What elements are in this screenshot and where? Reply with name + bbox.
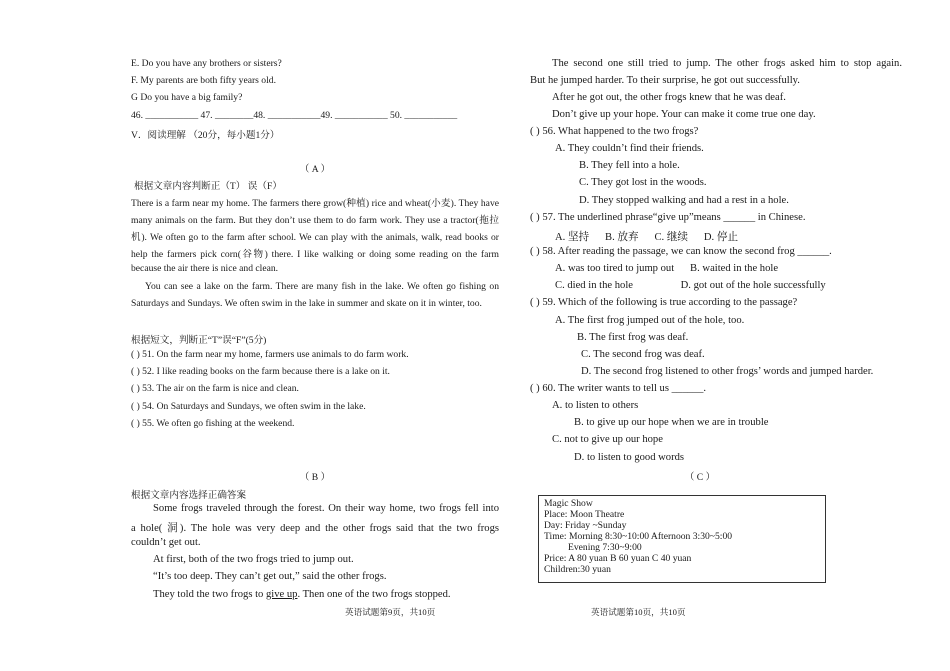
passage-a-line: There is a farm near my home. The farmers there grow(种植) rice and wheat(小麦). They have bbox=[131, 198, 499, 209]
notice-price: Price: A 80 yuan B 60 yuan C 40 yuan bbox=[544, 553, 692, 564]
notice-time: Time: Morning 8:30~10:00 Afternoon 3:30~5:00 bbox=[544, 531, 733, 542]
notice-place: Place: Moon Theatre bbox=[544, 509, 625, 520]
notice-day: Day: Friday ~Sunday bbox=[544, 520, 627, 531]
q56-option-d: D. They stopped walking and had a rest in a hole. bbox=[579, 195, 789, 206]
passage-b-line: a hole( 洞). The hole was very deep and the other frogs said that the two frogs bbox=[131, 523, 499, 534]
question-56: ( ) 56. What happened to the two frogs? bbox=[530, 126, 699, 137]
tf-question-51: ( ) 51. On the farm near my home, farmers use animals to do farm work. bbox=[131, 349, 409, 360]
q57-options: A. 坚持 B. 放弃 C. 继续 D. 停止 bbox=[555, 232, 739, 243]
answer-blanks: 46. ___________ 47. ________48. ___________49. ___________ 50. ___________ bbox=[131, 110, 458, 121]
q59-option-b: B. The first frog was deaf. bbox=[577, 332, 689, 343]
passage-a-label: （ A ） bbox=[299, 164, 331, 175]
tf-question-53: ( ) 53. The air on the farm is nice and clean. bbox=[131, 383, 299, 394]
q59-option-c: C. The second frog was deaf. bbox=[581, 349, 705, 360]
passage-b-line-start: They told the two frogs to bbox=[153, 589, 266, 600]
q56-option-a: A. They couldn’t find their friends. bbox=[555, 143, 704, 154]
notice-title: Magic Show bbox=[544, 498, 593, 509]
option-f: F. My parents are both fifty years old. bbox=[131, 75, 276, 86]
q60-option-c: C. not to give up our hope bbox=[552, 434, 663, 445]
tf-question-55: ( ) 55. We often go fishing at the weekend. bbox=[131, 418, 295, 429]
q56-option-c: C. They got lost in the woods. bbox=[579, 177, 707, 188]
passage-a-line: because the air there is nice and clean. bbox=[131, 263, 279, 274]
story-line: After he got out, the other frogs knew that he was deaf. bbox=[552, 92, 786, 103]
passage-a-line: Saturdays and Sundays. We often swim in the lake in summer and skate on it in winter, too. bbox=[131, 298, 482, 309]
passage-c-label: （ C ） bbox=[684, 472, 716, 483]
passage-b-line: “It’s too deep. They can’t get out,” said the other frogs. bbox=[153, 571, 387, 582]
story-line: The second one still tried to jump. The other frogs asked him to stop again. bbox=[552, 58, 902, 69]
passage-b-last-line bbox=[153, 589, 451, 600]
q60-option-b: B. to give up our hope when we are in trouble bbox=[574, 417, 769, 428]
passage-b-instruction: 根据文章内容选择正确答案 bbox=[131, 490, 247, 501]
passage-a-instruction: 根据文章内容判断正（T） 误（F） bbox=[134, 181, 282, 192]
notice-evening: Evening 7:30~9:00 bbox=[568, 542, 642, 553]
passage-b-line-tail: . Then one of the two frogs stopped. bbox=[297, 589, 451, 600]
question-59: ( ) 59. Which of the following is true according to the passage? bbox=[530, 297, 798, 308]
passage-b-line: Some frogs traveled through the forest. On their way home, two frogs fell into bbox=[153, 503, 499, 514]
q56-option-b: B. They fell into a hole. bbox=[579, 160, 680, 171]
passage-a-line: You can see a lake on the farm. There are many fish in the lake. We often go fishing on bbox=[145, 281, 499, 292]
passage-a-line: 机). We often go to the farm after school. We can play with the animals, walk, read books or bbox=[131, 232, 499, 243]
q60-option-a: A. to listen to others bbox=[552, 400, 639, 411]
question-60: ( ) 60. The writer wants to tell us ______. bbox=[530, 383, 707, 394]
magic-show-notice bbox=[538, 495, 826, 583]
q59-option-d: D. The second frog listened to other frogs’ words and jumped harder. bbox=[581, 366, 874, 377]
story-line: But he jumped harder. To their surprise, he got out successfully. bbox=[530, 75, 800, 86]
q58-options-cd: C. died in the hole D. got out of the hole successfully bbox=[555, 280, 826, 291]
page-footer-9: 英语试题第9页，共10页 bbox=[345, 607, 436, 617]
tf-question-52: ( ) 52. I like reading books on the farm because there is a lake on it. bbox=[131, 366, 390, 377]
option-g: G Do you have a big family? bbox=[131, 92, 243, 103]
underlined-phrase: give up bbox=[265, 589, 298, 600]
q58-options-ab: A. was too tired to jump out B. waited in the hole bbox=[555, 263, 779, 274]
tf-instruction: 根据短文，判断正“T”误“F”(5分) bbox=[131, 335, 267, 346]
story-line: Don’t give up your hope. Your can make it come true one day. bbox=[552, 109, 816, 120]
passage-b-line: couldn’t get out. bbox=[131, 537, 201, 548]
passage-b-line: At first, both of the two frogs tried to jump out. bbox=[153, 554, 354, 565]
q59-option-a: A. The first frog jumped out of the hole, too. bbox=[555, 315, 745, 326]
question-57: ( ) 57. The underlined phrase“give up”means ______ in Chinese. bbox=[530, 212, 806, 223]
section-v-heading: V．阅读理解 （20分，每小题1分） bbox=[131, 130, 280, 141]
q60-option-d: D. to listen to good words bbox=[574, 452, 685, 463]
passage-a-line: help the farmers pick corn(谷物) there. I like walking or doing some reading on the farm bbox=[131, 249, 499, 260]
page-footer-10: 英语试题第10页，共10页 bbox=[591, 607, 686, 617]
question-58: ( ) 58. After reading the passage, we can know the second frog ______. bbox=[530, 246, 832, 257]
option-e: E. Do you have any brothers or sisters? bbox=[131, 58, 282, 69]
passage-b-label: （ B ） bbox=[299, 472, 331, 483]
tf-question-54: ( ) 54. On Saturdays and Sundays, we often swim in the lake. bbox=[131, 401, 366, 412]
notice-children: Children:30 yuan bbox=[544, 564, 611, 575]
passage-a-line: many animals on the farm. But they don’t use them to do farm work. They use a tractor(拖拉 bbox=[131, 215, 499, 226]
